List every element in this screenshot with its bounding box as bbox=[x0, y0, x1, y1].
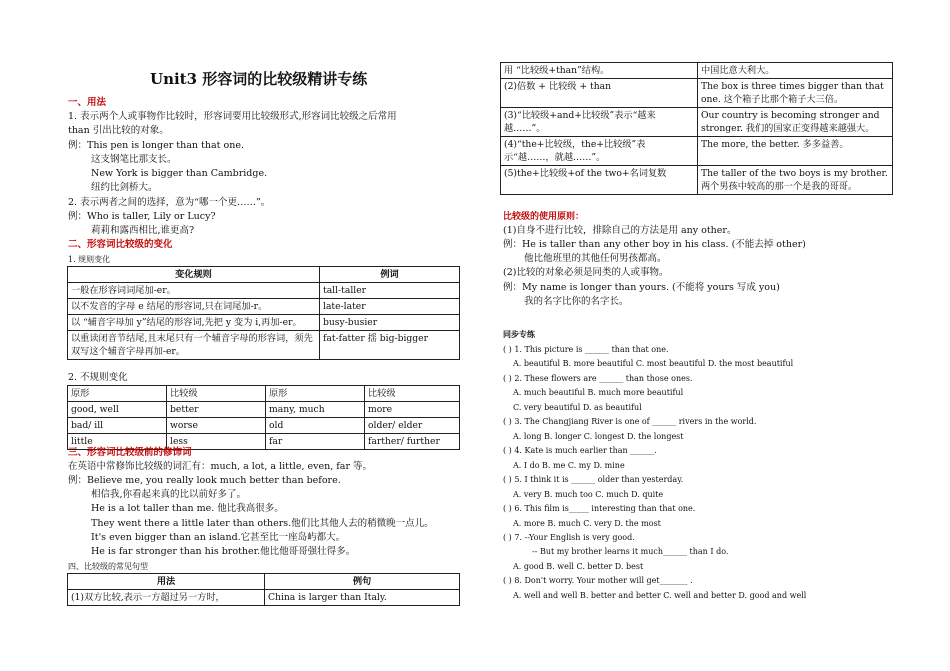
question: ( ) 5. I think it is ______ older than yesterday. bbox=[503, 475, 684, 484]
question-options: A. I do B. me C. my D. mine bbox=[513, 461, 625, 470]
question-options: A. beautiful B. more beautiful C. most beautiful D. the most beautiful bbox=[513, 359, 794, 368]
text-line: 例：Believe me, you really look much better than before. bbox=[68, 475, 341, 486]
question: ( ) 2. These flowers are ______ than those ones. bbox=[503, 374, 693, 383]
table-cell: 比较级 bbox=[167, 386, 266, 402]
text-line: 这支钢笔比那支长。 bbox=[91, 154, 177, 165]
sentence-patterns-table bbox=[67, 573, 460, 606]
table-cell: far bbox=[266, 434, 365, 450]
text-line: New York is bigger than Cambridge. bbox=[91, 168, 268, 179]
table-header: 用法 bbox=[68, 574, 265, 590]
table-cell: 以 “辅音字母加 y”结尾的形容词,先把 y 变为 i,再加-er。 bbox=[68, 315, 320, 331]
table-row bbox=[68, 590, 460, 606]
table-cell: 原形 bbox=[68, 386, 167, 402]
text-line: They went there a little later than others.他们比其他人去的稍微晚一点儿。 bbox=[91, 518, 434, 529]
table-row bbox=[68, 283, 460, 299]
table-cell: China is larger than Italy. bbox=[265, 590, 460, 606]
table-cell: bad/ ill bbox=[68, 418, 167, 434]
question: ( ) 4. Kate is much earlier than ______. bbox=[503, 446, 657, 455]
text-line: 相信我,你看起来真的比以前好多了。 bbox=[91, 489, 247, 500]
table-row bbox=[501, 108, 893, 137]
text-line: 例：Who is taller, Lily or Lucy? bbox=[68, 211, 216, 222]
table-cell: tall-taller bbox=[320, 283, 460, 299]
table-cell: The taller of the two boys is my brother. 两个男孩中较高的那一个是我的哥哥。 bbox=[698, 166, 893, 195]
table-cell: less bbox=[167, 434, 266, 450]
question-options: A. much beautiful B. much more beautiful bbox=[513, 388, 684, 397]
question-line: -- But my brother learns it much______ than I do. bbox=[532, 547, 729, 556]
table-row bbox=[501, 166, 893, 195]
text-line: than 引出比较的对象。 bbox=[68, 125, 169, 136]
table-cell: (3)“比较级+and+比较级”表示“越来越……”。 bbox=[501, 108, 698, 137]
question-options: A. very B. much too C. much D. quite bbox=[513, 490, 664, 499]
table-cell: Our country is becoming stronger and stronger. 我们的国家正变得越来越强大。 bbox=[698, 108, 893, 137]
page-title: Unit3 形容词的比较级精讲专练 bbox=[150, 70, 368, 88]
text-line: 例：This pen is longer than that one. bbox=[68, 140, 244, 151]
question-options: A. good B. well C. better D. best bbox=[513, 562, 644, 571]
table-header: 例词 bbox=[320, 267, 460, 283]
question: ( ) 1. This picture is ______ than that one. bbox=[503, 345, 669, 354]
table-cell: fat-fatter 揺 big-bigger bbox=[320, 331, 460, 360]
text-line: 例：He is taller than any other boy in his class. (不能去掉 other) bbox=[503, 239, 806, 250]
text-line: 例：My name is longer than yours. (不能将 yours 写成 you) bbox=[503, 282, 780, 293]
table-cell: 用 “比较级+than”结构。 bbox=[501, 63, 698, 79]
table-cell: worse bbox=[167, 418, 266, 434]
text-line: He is far stronger than his brother.他比他哥哥强壮得多。 bbox=[91, 546, 356, 557]
table-cell: (2)倍数 + 比较级 + than bbox=[501, 79, 698, 108]
text-line: 莉莉和露西相比,谁更高? bbox=[91, 225, 195, 236]
usage-principles-heading: 比较级的使用原则： bbox=[503, 212, 585, 222]
table-cell: (1)双方比较,表示一方超过另一方时， bbox=[68, 590, 265, 606]
question-options: A. long B. longer C. longest D. the longest bbox=[513, 432, 684, 441]
table-cell: little bbox=[68, 434, 167, 450]
text-line: 纽约比剑桥大。 bbox=[91, 182, 158, 193]
question: ( ) 7. --Your English is very good. bbox=[503, 533, 635, 542]
table-cell: (5)the+比较级+of the two+名词复数 bbox=[501, 166, 698, 195]
question: ( ) 3. The Changjiang River is one of ______ rivers in the world. bbox=[503, 417, 757, 426]
table-header: 例句 bbox=[265, 574, 460, 590]
subheading: 2. 不规则变化 bbox=[68, 372, 128, 383]
table-cell: (4)“the+比较级，the+比较级”表示“越……，就越……”。 bbox=[501, 137, 698, 166]
table-cell: 以不发音的字母 e 结尾的形容词,只在词尾加-r。 bbox=[68, 299, 320, 315]
table-row bbox=[501, 79, 893, 108]
text-line: It's even bigger than an island.它甚至比一座岛屿都大。 bbox=[91, 532, 346, 543]
text-line: 我的名字比你的名字长。 bbox=[524, 296, 629, 307]
table-row bbox=[501, 63, 893, 79]
table-header: 变化规则 bbox=[68, 267, 320, 283]
table-cell: 原形 bbox=[266, 386, 365, 402]
regular-changes-table bbox=[67, 266, 460, 360]
text-line: 在英语中常修饰比较级的词汇有：much, a lot, a little, even, far 等。 bbox=[68, 461, 373, 472]
subheading: 1. 规则变化 bbox=[68, 255, 111, 264]
subheading: 四、比较级的常见句型 bbox=[68, 562, 148, 571]
table-cell: old bbox=[266, 418, 365, 434]
table-row bbox=[68, 331, 460, 360]
table-cell: 一般在形容词词尾加-er。 bbox=[68, 283, 320, 299]
sentence-patterns-table-continued bbox=[500, 62, 893, 195]
table-cell: good, well bbox=[68, 402, 167, 418]
table-cell: more bbox=[365, 402, 460, 418]
table-row bbox=[68, 418, 460, 434]
table-cell: 中国比意大利大。 bbox=[698, 63, 893, 79]
text-line: (2)比较的对象必须是同类的人或事物。 bbox=[503, 267, 669, 278]
table-row bbox=[501, 137, 893, 166]
table-cell: farther/ further bbox=[365, 434, 460, 450]
exercise-heading: 同步专练 bbox=[503, 329, 535, 339]
question: ( ) 8. Don't worry. Your mother will get_______ . bbox=[503, 576, 693, 585]
table-cell: many, much bbox=[266, 402, 365, 418]
text-line: 1. 表示两个人或事物作比较时，形容词要用比较级形式,形容词比较级之后常用 bbox=[68, 111, 397, 122]
table-cell: The more, the better. 多多益善。 bbox=[698, 137, 893, 166]
table-cell: busy-busier bbox=[320, 315, 460, 331]
section-changes-heading: 二、形容词比较级的变化 bbox=[68, 239, 173, 250]
section-modifiers-heading: 三、形容词比较级前的修饰词 bbox=[68, 447, 192, 458]
table-cell: 比较级 bbox=[365, 386, 460, 402]
table-row bbox=[68, 299, 460, 315]
table-row bbox=[68, 402, 460, 418]
question-options: A. well and well B. better and better C. well and better D. good and well bbox=[513, 591, 807, 600]
table-cell: better bbox=[167, 402, 266, 418]
table-cell: late-later bbox=[320, 299, 460, 315]
table-row bbox=[68, 386, 460, 402]
text-line: 2. 表示两者之间的选择，意为“哪一个更……”。 bbox=[68, 197, 271, 208]
table-cell: 以重读闭音节结尾,且末尾只有一个辅音字母的形容词，须先双写这个辅音字母再加-er。 bbox=[68, 331, 320, 360]
irregular-changes-table bbox=[67, 385, 460, 450]
text-line: (1)自身不进行比较，排除自己的方法是用 any other。 bbox=[503, 225, 737, 236]
table-cell: The box is three times bigger than that one. 这个箱子比那个箱子大三倍。 bbox=[698, 79, 893, 108]
table-row bbox=[68, 315, 460, 331]
section-usage-heading: 一、用法 bbox=[68, 97, 107, 108]
question-options: C. very beautiful D. as beautiful bbox=[513, 403, 642, 412]
text-line: 他比他班里的其他任何男孩都高。 bbox=[524, 253, 667, 264]
text-line: He is a lot taller than me. 他比我高很多。 bbox=[91, 503, 284, 514]
question: ( ) 6. This film is_____ interesting than that one. bbox=[503, 504, 696, 513]
table-cell: older/ elder bbox=[365, 418, 460, 434]
question-options: A. more B. much C. very D. the most bbox=[513, 519, 661, 528]
